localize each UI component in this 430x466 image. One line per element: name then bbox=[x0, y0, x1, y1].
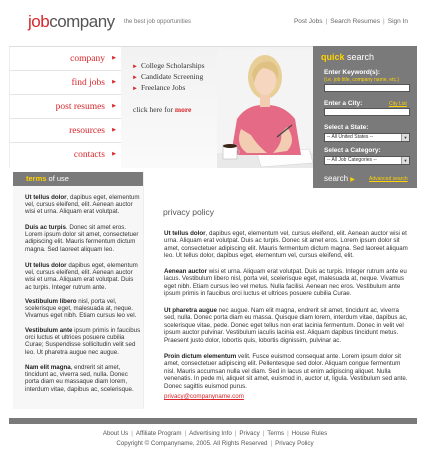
privacy-paragraph-text: wisi et urna. Aliquam erat volutpat. Duis ac turpis. Integer rutrum ante eu lacus. Vestibulum libero nisl, porta vel, scelerisque eget, malesuada at, neque. Vivamus eget nibh. Etiam cursus leo vel metus. Nulla facilisi. Aenean nec eros. Vestibulum ante ipsum primis in faucibus orci luctus et ultrices posuere cubilia Curae. bbox=[164, 268, 407, 298]
bullet-arrow-icon: ► bbox=[132, 64, 138, 70]
menu-item-post-resumes[interactable] bbox=[10, 95, 121, 119]
privacy-paragraph-text: nec augue. Nam elit magna, endrerit sit amet, tincidunt ac, viverra sed, nulla. Donec porta diam eu massa. Quisque diam lorem, interdum vitae, dapibus ac, scelerisque vitae, pede. Donec eget tellus non erat lacinia fermentum. Donec in velit vel ipsum auctor pulvinar. Vestibulum iaculis lacinia est. Aliquam dapibus tincidunt metus. Praesent justo dolor, lobortis quis, lobortis dignissim, pulvinar ac. bbox=[164, 307, 408, 344]
header bbox=[0, 0, 430, 44]
menu-item-label: find jobs bbox=[71, 78, 105, 88]
page-title: privacy policy bbox=[163, 207, 215, 217]
footer-link-privacy[interactable]: Privacy bbox=[239, 430, 260, 437]
copyright-text: Copyright © Companyname, 2005. All Rights Reserved bbox=[116, 440, 268, 447]
hero-feature-label: Candidate Screening bbox=[140, 72, 204, 81]
category-label: Select a Category: bbox=[324, 147, 381, 154]
tagline: the best job opportunities bbox=[124, 19, 192, 25]
chevron-down-icon: ▼ bbox=[401, 157, 409, 164]
logo-part-company: company bbox=[49, 12, 115, 31]
keyword-input[interactable] bbox=[324, 84, 410, 92]
terms-paragraph bbox=[25, 364, 141, 393]
city-list-link[interactable]: City List bbox=[389, 101, 407, 107]
quick-search-title-accent: quick bbox=[321, 52, 345, 62]
menu-item-company[interactable] bbox=[10, 47, 121, 71]
privacy-paragraph-lead: Ut pharetra augue bbox=[164, 307, 217, 314]
footer-separator: | bbox=[131, 430, 133, 437]
footer-copyright bbox=[0, 440, 430, 447]
terms-paragraph bbox=[25, 224, 141, 253]
privacy-paragraph-lead: Proin dictum elementum bbox=[164, 353, 237, 360]
terms-paragraph-text: . Donec sit amet eros. Lorem ipsum dolor sit amet, consectetuer adipiscing elit. Mauris fermentum dictum magna. Sed laoreet aliquam leo. bbox=[25, 224, 139, 253]
left-menu bbox=[9, 46, 121, 168]
triangle-right-icon: ▶ bbox=[112, 128, 116, 133]
quick-search-title bbox=[321, 52, 374, 62]
terms-paragraph-text: nisl, porta vel, scelerisque eget, malesuada at, neque. Vivamus eget nibh. Etiam cursus leo vel. bbox=[25, 298, 137, 320]
menu-item-label: resources bbox=[69, 126, 105, 136]
terms-title bbox=[26, 174, 69, 183]
advanced-search-link[interactable]: Advanced search bbox=[369, 176, 408, 182]
terms-paragraph bbox=[25, 194, 141, 216]
nav-post-jobs[interactable]: Post Jobs bbox=[293, 18, 323, 25]
hero-more-link[interactable] bbox=[133, 105, 191, 114]
column-divider bbox=[143, 172, 144, 409]
hero-click-text: click here for bbox=[133, 105, 173, 114]
logo-part-job: job bbox=[28, 12, 50, 31]
terms-paragraph-lead: Vestibulum libero bbox=[25, 298, 77, 305]
terms-paragraph-lead: Duis ac turpis bbox=[25, 224, 66, 231]
footer-bar bbox=[9, 418, 417, 424]
privacy-paragraph-lead: Ut tellus dolor bbox=[164, 230, 206, 237]
terms-paragraph-text: , endrerit sit amet, tincidunt ac, viverra sed, nulla. Donec porta diam eu massaque diam lorem, interdum vitae, dapibus ac, scelerisque. bbox=[25, 364, 134, 393]
menu-item-label: post resumes bbox=[55, 102, 105, 112]
terms-paragraph-text: dapibus eget, elementum vel, cursus eleifend, elit. Aenean auctor wisi et urna. Aliquam erat volutpat. Duis ac turpis. Integer rutrum ante. bbox=[25, 262, 138, 291]
terms-paragraph-lead: Vestibulum ante bbox=[25, 327, 73, 334]
hero-woman-image bbox=[217, 49, 313, 168]
state-select[interactable] bbox=[324, 133, 410, 142]
top-nav bbox=[294, 18, 408, 25]
nav-separator: | bbox=[325, 18, 328, 25]
triangle-right-icon: ▶ bbox=[350, 177, 355, 183]
privacy-paragraph-text: velit. Fusce euismod consequat ante. Lorem ipsum dolor sit amet, consectetuer adipiscing elit. Pellentesque sed dolor. Aliquam congue fermentum nisl. Mauris accumsan nulla vel diam. Sed in lacus ut enim adipiscing aliquet. Nulla venenatis. In pede mi, aliquet sit amet, euismod in, auctor ut, ligula. Vestibulum sed ante. Donec sagittis euismod purus. bbox=[164, 353, 408, 390]
terms-header bbox=[13, 172, 143, 186]
footer-privacy-policy-link[interactable]: Privacy Policy bbox=[275, 440, 314, 447]
triangle-right-icon: ▶ bbox=[112, 80, 116, 85]
terms-title-accent: terms bbox=[26, 174, 47, 183]
footer-separator: | bbox=[287, 430, 289, 437]
bullet-arrow-icon: ► bbox=[132, 86, 138, 92]
search-button[interactable] bbox=[324, 174, 355, 183]
menu-item-contacts[interactable] bbox=[10, 143, 121, 167]
privacy-paragraph-lead: Aenean auctor bbox=[164, 268, 207, 275]
terms-paragraph bbox=[25, 327, 141, 356]
bullet-arrow-icon: ► bbox=[132, 75, 138, 81]
footer-separator: | bbox=[270, 440, 273, 447]
quick-search-panel bbox=[313, 46, 417, 188]
terms-paragraph-lead: Ut tellus dolor bbox=[25, 194, 67, 201]
quick-search-title-rest: search bbox=[344, 52, 375, 62]
chevron-down-icon: ▼ bbox=[401, 134, 409, 141]
footer-link-house-rules[interactable]: House Rules bbox=[291, 430, 328, 437]
menu-item-resources[interactable] bbox=[10, 119, 121, 143]
nav-separator: | bbox=[383, 18, 385, 25]
privacy-paragraph bbox=[164, 307, 412, 344]
footer-link-about-us[interactable]: About Us bbox=[102, 430, 129, 437]
nav-search-resumes[interactable]: Search Resumes bbox=[330, 18, 381, 25]
hero-feature-item bbox=[132, 83, 205, 94]
footer-links bbox=[0, 430, 430, 437]
footer-separator: | bbox=[262, 430, 265, 437]
hero-feature-label: College Scholarships bbox=[140, 61, 205, 70]
keyword-hint: (i.e. job title, company name, etc.) bbox=[324, 77, 400, 83]
terms-body bbox=[13, 186, 143, 409]
keyword-label: Enter Keyword(s): bbox=[324, 69, 380, 76]
terms-of-use-panel bbox=[13, 172, 143, 409]
menu-item-find-jobs[interactable] bbox=[10, 71, 121, 95]
footer-separator: | bbox=[184, 430, 187, 437]
hero-feature-item bbox=[132, 61, 205, 72]
logo[interactable] bbox=[28, 12, 115, 32]
terms-paragraph-text: , dapibus eget, elementum vel, cursus eleifend, elit. Aenean auctor wisi et urna. Aliquam erat volutpat. bbox=[25, 194, 140, 216]
triangle-right-icon: ▶ bbox=[112, 56, 116, 61]
footer-link-terms[interactable]: Terms bbox=[267, 430, 285, 437]
privacy-paragraph-text: , dapibus eget, elementum vel, cursus eleifend, elit. Aenean auctor wisi et urna. Aliquam erat volutpat. Duis ac turpis. Donec sit amet eros. Lorem ipsum dolor sit amet, consectetuer adipiscing elit. Mauris fermentum dictum magna. Sed laoreet aliquam leo. Ut tellus dolor, dapibus eget, elementum vel, cursus eleifend, elit. bbox=[164, 230, 408, 260]
hero-feature-list bbox=[132, 61, 205, 94]
city-label: Enter a City: bbox=[324, 100, 363, 107]
hero-feature-item bbox=[132, 72, 205, 83]
privacy-email-link[interactable]: privacy@companyname.com bbox=[164, 393, 244, 400]
terms-paragraph-lead: Nam elit magna bbox=[25, 364, 71, 371]
nav-sign-in[interactable]: Sign In bbox=[387, 18, 408, 25]
hero-banner bbox=[121, 46, 313, 168]
category-select-value: -- All Job Categories -- bbox=[327, 157, 377, 163]
footer-link-advertising-info[interactable]: Advertising Info bbox=[189, 430, 232, 437]
privacy-paragraph bbox=[164, 268, 412, 298]
hero-click-more: more bbox=[174, 105, 192, 114]
footer-separator: | bbox=[234, 430, 237, 437]
terms-paragraph bbox=[25, 298, 141, 320]
privacy-paragraph bbox=[164, 353, 412, 390]
privacy-paragraph bbox=[164, 230, 412, 260]
state-label: Select a State: bbox=[324, 124, 369, 131]
menu-item-label: contacts bbox=[73, 150, 105, 160]
terms-paragraph-text: ipsum primis in faucibus orci luctus et ultrices posuere cubilia Curae; Suspendisse sollicitudin velit sed leo. Ut pharetra augue nec augue. bbox=[25, 327, 141, 356]
state-select-value: -- All United States -- bbox=[327, 134, 374, 140]
search-button-label: search bbox=[324, 174, 349, 183]
category-select[interactable] bbox=[324, 156, 410, 165]
hero-feature-label: Freelance Jobs bbox=[140, 83, 186, 92]
footer-link-affiliate-program[interactable]: Affiliate Program bbox=[135, 430, 182, 437]
city-input[interactable] bbox=[324, 108, 410, 116]
terms-paragraph bbox=[25, 262, 141, 291]
triangle-right-icon: ▶ bbox=[112, 104, 116, 109]
triangle-right-icon: ▶ bbox=[112, 152, 116, 157]
terms-title-rest: of use bbox=[46, 174, 69, 183]
terms-paragraph-lead: Ut tellus dolor bbox=[25, 262, 67, 269]
menu-item-label: company bbox=[70, 54, 105, 64]
